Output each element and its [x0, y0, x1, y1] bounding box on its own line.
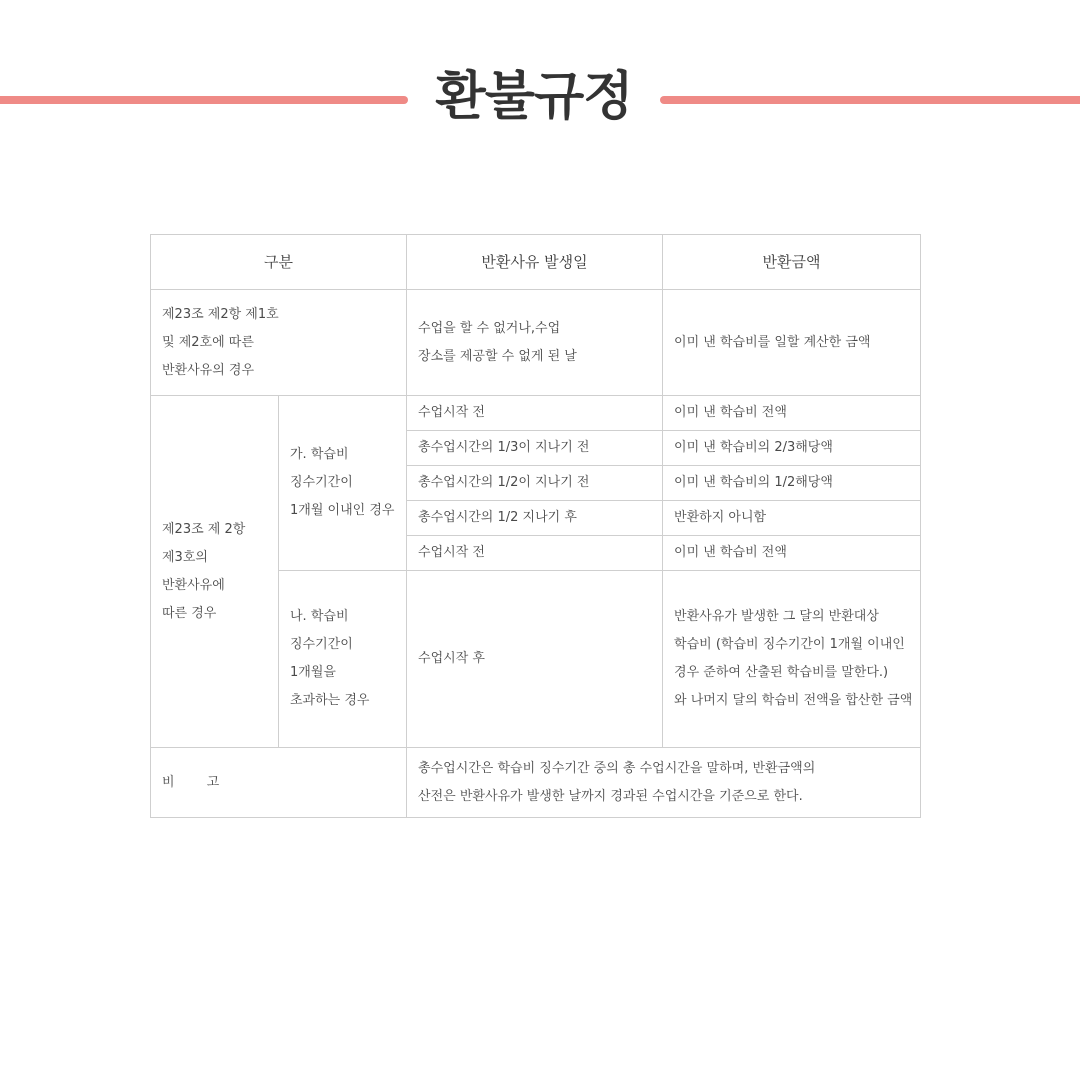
sub-a-amount: 이미 낸 학습비의 1/2해당액: [663, 466, 921, 501]
sub-a-label-line: 1개월 이내인 경우: [290, 503, 395, 518]
header-category: 구분: [151, 235, 407, 290]
page-title: 환불규정: [435, 67, 633, 127]
group-category-line: 반환사유에: [162, 577, 225, 593]
sub-b-label-line: 초과하는 경우: [290, 693, 370, 708]
title-decoration-right: [660, 96, 1080, 104]
sub-a-amount: 이미 낸 학습비 전액: [663, 396, 921, 431]
sub-b-date: 수업시작 후: [407, 571, 663, 748]
remark-text: [407, 748, 921, 818]
row1-category-line: 반환사유의 경우: [162, 362, 255, 378]
sub-a-date: 총수업시간의 1/2이 지나기 전: [407, 466, 663, 501]
sub-a-date: 총수업시간의 1/2 지나기 후: [407, 501, 663, 536]
sub-a-amount: 이미 낸 학습비의 2/3해당액: [663, 431, 921, 466]
table-row: [151, 396, 921, 431]
sub-b-label-line: 징수기간이: [290, 637, 353, 652]
sub-b-amount-line: 경우 준하여 산출된 학습비를 말한다.): [674, 665, 889, 680]
row1-date-line: 장소를 제공할 수 없게 된 날: [418, 348, 577, 364]
group-category: [151, 396, 279, 748]
sub-a-date: 수업시작 전: [407, 396, 663, 431]
remark-text-line: 산전은 반환사유가 발생한 날까지 경과된 수업시간을 기준으로 한다.: [418, 788, 803, 804]
header-amount: 반환금액: [663, 235, 921, 290]
sub-b-amount-line: 와 나머지 달의 학습비 전액을 합산한 금액: [674, 693, 913, 708]
sub-b-label: [279, 571, 407, 748]
sub-a-label: [279, 396, 407, 571]
table-row: [151, 748, 921, 818]
sub-a-amount: 반환하지 아니함: [663, 501, 921, 536]
sub-b-label-line: 나. 학습비: [290, 609, 349, 624]
table-row: [151, 290, 921, 396]
group-category-line: 제3호의: [162, 549, 208, 565]
row1-amount: 이미 낸 학습비를 일할 계산한 금액: [663, 290, 921, 396]
sub-b-label-line: 1개월을: [290, 665, 336, 680]
remark-label-text: 비 고: [162, 774, 234, 790]
row1-date: [407, 290, 663, 396]
sub-a-date: 수업시작 전: [407, 536, 663, 571]
header-date: 반환사유 발생일: [407, 235, 663, 290]
row1-category: [151, 290, 407, 396]
group-category-line: 제23조 제 2항: [162, 521, 246, 537]
sub-a-label-line: 징수기간이: [290, 475, 353, 490]
sub-a-date: 총수업시간의 1/3이 지나기 전: [407, 431, 663, 466]
row1-date-line: 수업을 할 수 없거나,수업: [418, 320, 561, 336]
table-header-row: [151, 235, 921, 290]
remark-text-line: 총수업시간은 학습비 징수기간 중의 총 수업시간을 말하며, 반환금액의: [418, 760, 816, 776]
sub-b-amount-line: 반환사유가 발생한 그 달의 반환대상: [674, 609, 879, 624]
sub-b-amount: [663, 571, 921, 748]
remark-label: [151, 748, 407, 818]
row1-category-line: 및 제2호에 따른: [162, 334, 254, 350]
sub-a-label-line: 가. 학습비: [290, 447, 349, 462]
sub-a-amount: 이미 낸 학습비 전액: [663, 536, 921, 571]
row1-category-line: 제23조 제2항 제1호: [162, 306, 279, 322]
group-category-line: 따른 경우: [162, 605, 217, 621]
sub-b-amount-line: 학습비 (학습비 징수기간이 1개월 이내인: [674, 637, 905, 652]
title-decoration-left: [0, 96, 408, 104]
refund-policy-table: [150, 234, 921, 818]
